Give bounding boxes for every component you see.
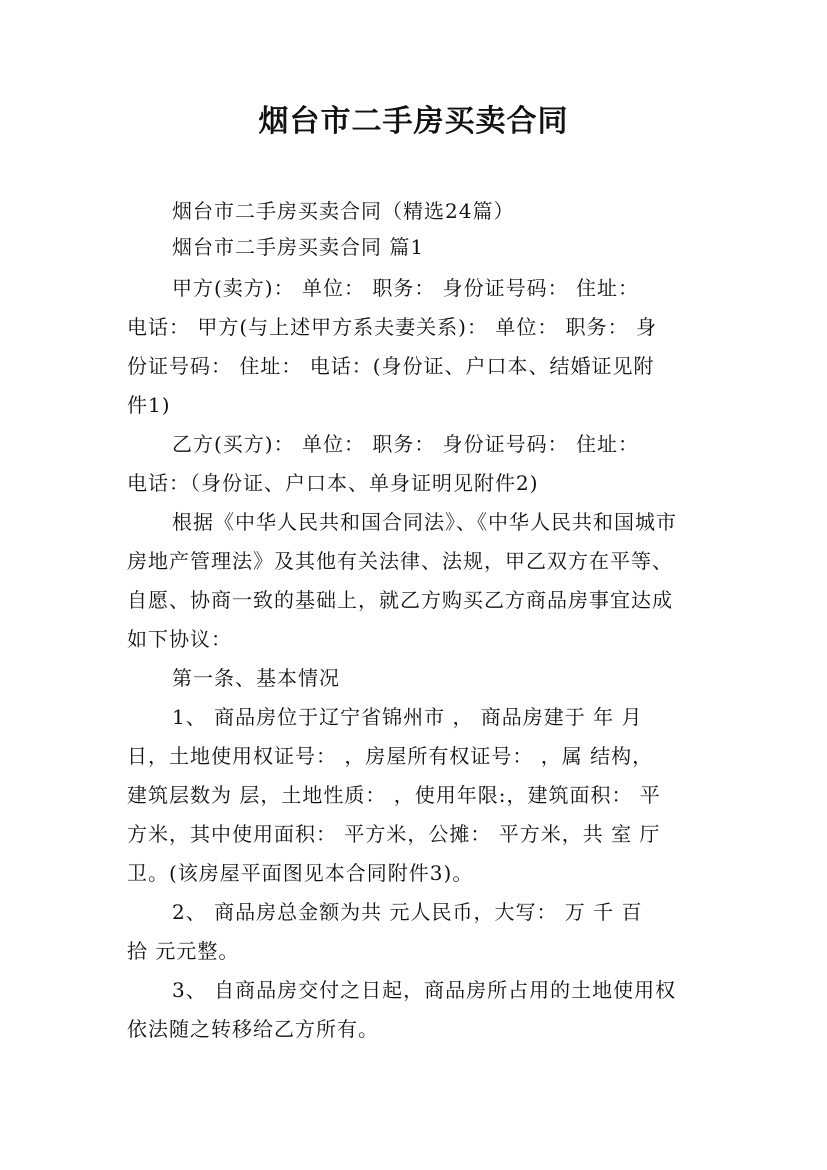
paragraph-line: 自愿、协商一致的基础上，就乙方购买乙方商品房事宜达成 <box>127 588 673 612</box>
document-title: 烟台市二手房买卖合同 <box>258 104 569 139</box>
paragraph-line: 根据《中华人民共和国合同法》、《中华人民共和国城市 <box>172 510 677 534</box>
paragraph-line: 房地产管理法》及其他有关法律、法规，甲乙双方在平等、 <box>127 549 673 573</box>
paragraph-line: 乙方(买方)： 单位： 职务： 身份证号码： 住址： <box>172 432 640 456</box>
paragraph-line: 电话：（身份证、户口本、单身证明见附件2) <box>127 471 539 495</box>
paragraph-line: 份证号码： 住址： 电话：(身份证、户口本、结婚证见附 <box>127 354 655 378</box>
paragraph-line: 烟台市二手房买卖合同（精选24篇） <box>172 199 515 223</box>
paragraph-line: 电话： 甲方(与上述甲方系夫妻关系)： 单位： 职务： 身 <box>127 315 658 339</box>
paragraph-line: 件1) <box>127 393 171 417</box>
section-heading: 第一条、基本情况 <box>172 666 340 690</box>
paragraph-line: 卫。(该房屋平面图见本合同附件3)。 <box>127 861 474 885</box>
paragraph-line: 建筑层数为 层，土地性质： ，使用年限:，建筑面积： 平 <box>127 783 661 807</box>
paragraph-line: 如下协议： <box>127 627 232 651</box>
paragraph-line: 3、 自商品房交付之日起，商品房所占用的土地使用权 <box>172 978 677 1002</box>
paragraph-line: 烟台市二手房买卖合同 篇1 <box>172 235 425 259</box>
paragraph-line: 日，土地使用权证号： ，房屋所有权证号： ，属 结构， <box>127 744 654 768</box>
paragraph-line: 2、 商品房总金额为共 元人民币，大写： 万 千 百 <box>172 900 643 924</box>
paragraph-line: 甲方(卖方)： 单位： 职务： 身份证号码： 住址： <box>172 276 640 300</box>
paragraph-line: 依法随之转移给乙方所有。 <box>127 1017 379 1041</box>
paragraph-line: 方米，其中使用面积： 平方米，公摊： 平方米，共 室 厅 <box>127 822 661 846</box>
paragraph-line: 1、 商品房位于辽宁省锦州市 ， 商品房建于 年 月 <box>172 705 643 729</box>
paragraph-line: 拾 元元整。 <box>127 939 240 963</box>
